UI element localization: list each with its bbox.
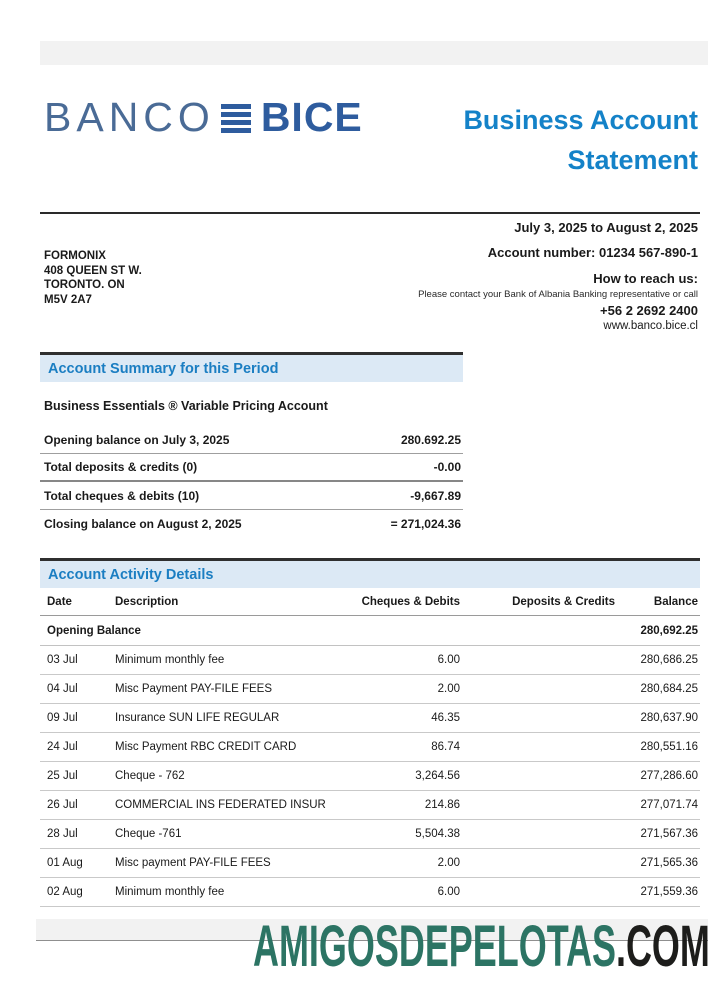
summary-row-label: Total deposits & credits (0) <box>44 460 198 474</box>
transaction-balance: 277,286.60 <box>640 770 698 782</box>
transaction-row <box>40 646 700 675</box>
transaction-balance: 280,684.25 <box>640 683 698 695</box>
transaction-debit: 2.00 <box>437 857 460 869</box>
recipient-city: TORONTO. ON <box>44 279 125 291</box>
recipient-postal: M5V 2A7 <box>44 293 92 306</box>
activity-table-body <box>40 646 700 907</box>
transaction-row <box>40 820 700 849</box>
header-divider <box>40 212 700 214</box>
transaction-description: Misc payment PAY-FILE FEES <box>115 857 271 869</box>
summary-row <box>40 454 463 482</box>
activity-section-header <box>40 558 700 588</box>
transaction-debit: 6.00 <box>437 886 460 898</box>
transaction-date: 09 Jul <box>47 712 78 724</box>
transaction-description: COMMERCIAL INS FEDERATED INSUR <box>115 799 326 811</box>
summary-section-header <box>40 352 463 382</box>
transaction-row <box>40 675 700 704</box>
summary-row-value: -9,667.89 <box>410 488 461 503</box>
page-title-line2: Statement <box>567 145 698 175</box>
recipient-name: FORMONIX <box>44 250 106 262</box>
top-gray-bar <box>40 41 708 65</box>
recipient-street: 408 QUEEN ST W. <box>44 264 142 277</box>
summary-section-title: Account Summary for this Period <box>48 360 279 377</box>
transaction-description: Misc Payment RBC CREDIT CARD <box>115 741 297 753</box>
account-activity-section <box>40 558 700 907</box>
transaction-debit: 6.00 <box>437 654 460 666</box>
transaction-balance: 271,565.36 <box>640 857 698 869</box>
transaction-debit: 2.00 <box>437 683 460 695</box>
watermark-site-text: AMIGOSDEPELOTAS <box>253 914 617 979</box>
transaction-row <box>40 733 700 762</box>
page-title-line1: Business Account <box>463 105 698 135</box>
summary-row-label: Closing balance on August 2, 2025 <box>44 517 242 531</box>
transaction-date: 24 Jul <box>47 741 78 753</box>
statement-period: July 3, 2025 to August 2, 2025 <box>514 220 698 235</box>
watermark-tld-text: .COM <box>616 914 710 979</box>
transaction-description: Insurance SUN LIFE REGULAR <box>115 712 280 724</box>
contact-instruction: Please contact your Bank of Albania Banking representative or call <box>418 289 698 300</box>
activity-section-title: Account Activity Details <box>48 566 214 583</box>
recipient-address <box>44 249 142 307</box>
col-header-description: Description <box>115 595 179 608</box>
col-header-cheques-debits: Cheques & Debits <box>361 595 460 608</box>
transaction-debit: 214.86 <box>424 799 460 811</box>
transaction-row <box>40 878 700 907</box>
activity-table-header <box>40 588 700 616</box>
contact-phone: +56 2 2692 2400 <box>600 303 698 318</box>
transaction-row <box>40 791 700 820</box>
watermark <box>253 914 710 979</box>
summary-row <box>40 510 463 538</box>
transaction-date: 04 Jul <box>47 683 78 695</box>
product-name: Business Essentials ® Variable Pricing Account <box>44 399 328 413</box>
transaction-debit: 3,264.56 <box>415 770 460 782</box>
account-summary-section <box>40 352 463 538</box>
contact-website-link[interactable]: www.banco.bice.cl <box>603 320 698 332</box>
summary-row <box>40 482 463 510</box>
transaction-description: Minimum monthly fee <box>115 886 225 898</box>
transaction-date: 28 Jul <box>47 828 78 840</box>
summary-row-value: = 271,024.36 <box>390 517 461 531</box>
col-header-deposits-credits: Deposits & Credits <box>512 595 615 608</box>
transaction-date: 26 Jul <box>47 799 78 811</box>
transaction-balance: 271,559.36 <box>640 886 698 898</box>
transaction-date: 25 Jul <box>47 770 78 782</box>
bank-logo <box>44 94 363 141</box>
transaction-date: 03 Jul <box>47 654 78 666</box>
page-title <box>463 100 698 180</box>
transaction-row <box>40 704 700 733</box>
summary-row-value: 280.692.25 <box>400 432 461 447</box>
summary-row-value: -0.00 <box>433 460 461 474</box>
logo-banco-text: BANCO <box>44 94 215 140</box>
transaction-balance: 280,637.90 <box>640 712 698 724</box>
transaction-description: Minimum monthly fee <box>115 654 225 666</box>
transaction-debit: 46.35 <box>431 712 460 724</box>
transaction-row <box>40 849 700 878</box>
contact-block <box>418 271 698 332</box>
transaction-balance: 277,071.74 <box>640 799 698 811</box>
transaction-debit: 5,504.38 <box>415 828 460 840</box>
transaction-balance: 280,551.16 <box>640 741 698 753</box>
col-header-balance: Balance <box>653 595 698 608</box>
contact-heading: How to reach us: <box>593 271 698 286</box>
transaction-date: 02 Aug <box>47 886 83 898</box>
transaction-description: Misc Payment PAY-FILE FEES <box>115 683 273 695</box>
opening-balance-row <box>40 616 700 646</box>
transaction-balance: 280,686.25 <box>640 654 698 666</box>
transaction-row <box>40 762 700 791</box>
transaction-date: 01 Aug <box>47 857 83 869</box>
account-number: Account number: 01234 567-890-1 <box>487 245 698 260</box>
summary-row-label: Total cheques & debits (10) <box>44 488 200 503</box>
opening-balance-value: 280,692.25 <box>640 624 698 637</box>
transaction-balance: 271,567.36 <box>640 828 698 840</box>
col-header-date: Date <box>47 595 72 608</box>
transaction-description: Cheque -761 <box>115 828 182 840</box>
logo-bice-text: BICE <box>260 94 363 140</box>
summary-row-label: Opening balance on July 3, 2025 <box>44 432 230 447</box>
transaction-description: Cheque - 762 <box>115 770 185 782</box>
summary-table <box>40 426 463 538</box>
transaction-debit: 86.74 <box>431 741 460 753</box>
opening-balance-label: Opening Balance <box>47 624 141 637</box>
logo-bars-icon <box>221 102 251 136</box>
summary-row <box>40 426 463 454</box>
